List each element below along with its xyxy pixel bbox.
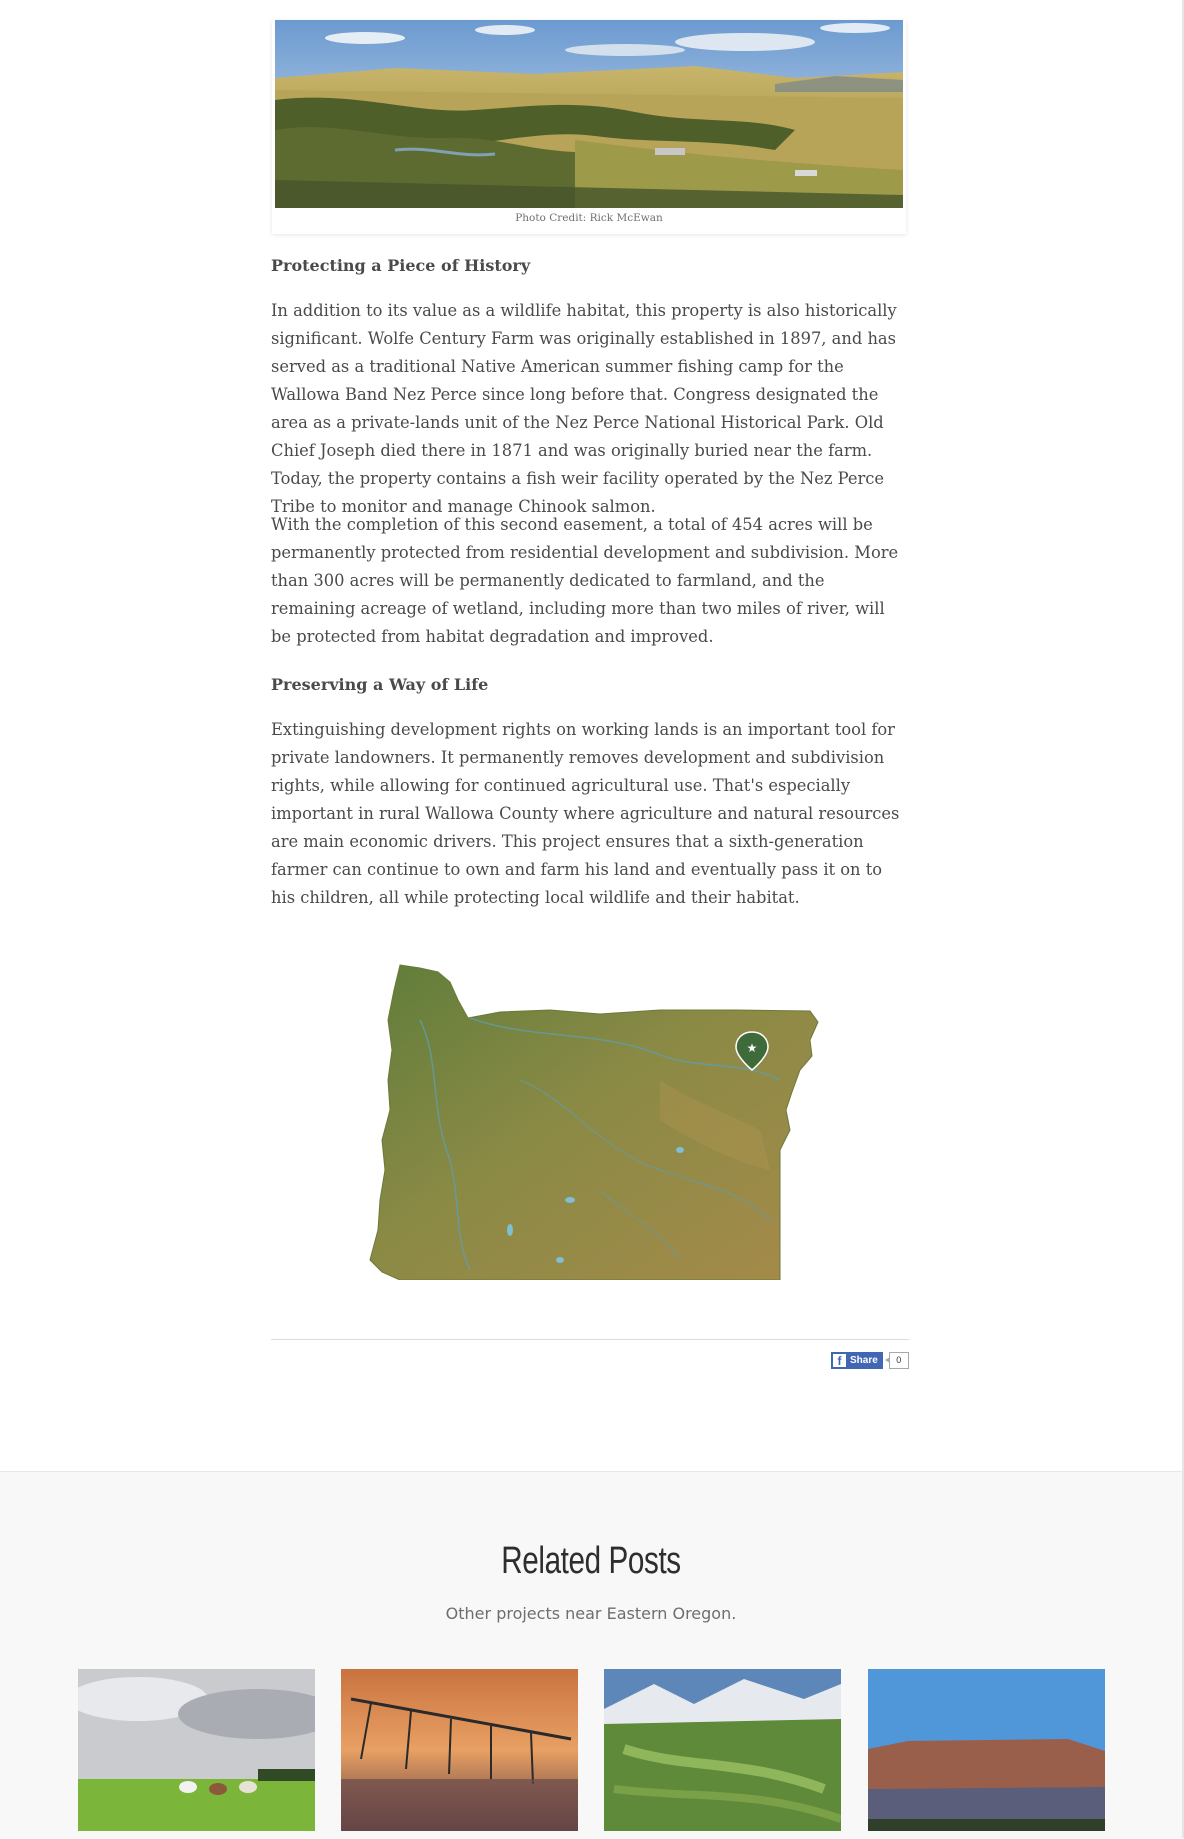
related-post-thumb-3[interactable]: [604, 1669, 841, 1831]
related-posts-section: [0, 1471, 1182, 1839]
oregon-map-graphic: [360, 960, 820, 1280]
section-heading-way-of-life: Preserving a Way of Life: [271, 675, 489, 694]
share-widget: [831, 1351, 909, 1369]
share-label: Share: [850, 1354, 878, 1366]
paragraph-easement: With the completion of this second easement, a total of 454 acres will be permanently protected from residential development and subdivision. More than 300 acres will be permanently dedicated to farmland, and the remaining acreage of wetland, including more than two miles of river, will be protected from habitat degradation and improved.: [271, 515, 899, 646]
star-icon: ★: [746, 1041, 758, 1055]
related-post-image-1: [78, 1669, 315, 1831]
facebook-share-button[interactable]: [831, 1352, 883, 1369]
related-post-thumb-1[interactable]: [78, 1669, 315, 1831]
paragraph-way-of-life: Extinguishing development rights on working lands is an important tool for private landowners. It permanently removes development and subdivision rights, while allowing for continued agricultural use. That's especially important in rural Wallowa County where agriculture and natural resources are main economic drivers. This project ensures that a sixth-generation farmer can continue to own and farm his land and eventually pass it on to his children, all while protecting local wildlife and their habitat.: [271, 720, 900, 907]
photo-credit: Photo Credit: Rick McEwan: [515, 212, 663, 224]
related-post-image-3: [604, 1669, 841, 1831]
related-post-image-2: [341, 1669, 578, 1831]
section-heading-history: Protecting a Piece of History: [271, 256, 531, 275]
related-post-image-4: [868, 1669, 1105, 1831]
related-post-thumb-2[interactable]: [341, 1669, 578, 1831]
related-post-thumb-4[interactable]: [868, 1669, 1105, 1831]
divider: [271, 1339, 909, 1340]
hero-photo: [275, 20, 903, 208]
oregon-map: [360, 960, 820, 1280]
share-count: 0: [889, 1352, 909, 1369]
related-posts-subtitle: Other projects near Eastern Oregon.: [445, 1604, 737, 1623]
related-posts-title: Related Posts: [501, 1540, 681, 1582]
hero-figure: [272, 20, 906, 234]
facebook-icon: f: [833, 1354, 846, 1367]
paragraph-history: In addition to its value as a wildlife habitat, this property is also historically significant. Wolfe Century Farm was originally established in 1897, and has served as a traditional Native American summer fishing camp for the Wallowa Band Nez Perce since long before that. Congress designated the area as a private-lands unit of the Nez Perce National Historical Park. Old Chief Joseph died there in 1871 and was originally buried near the farm. Today, the property contains a fish weir facility operated by the Nez Perce Tribe to monitor and manage Chinook salmon.: [271, 301, 897, 516]
